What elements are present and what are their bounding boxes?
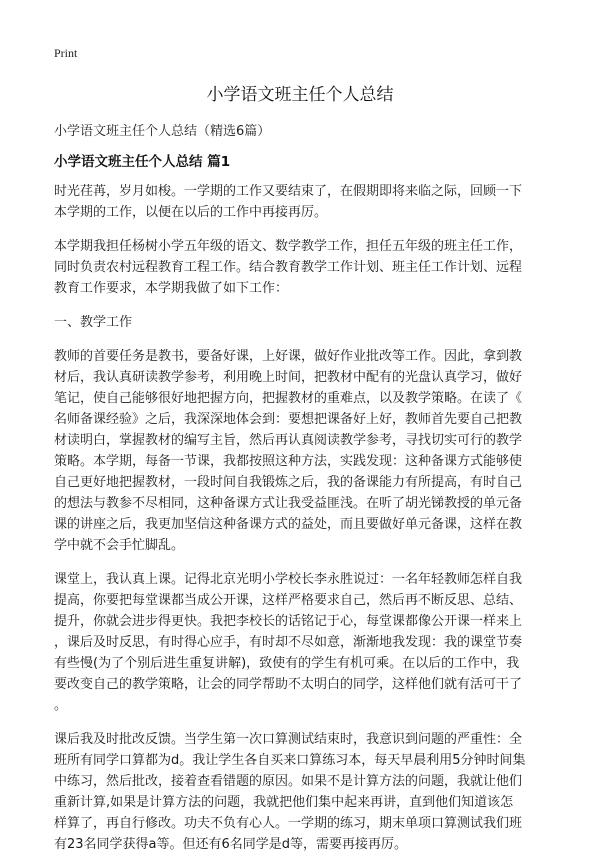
paragraph-line: 样算了，再自行修改。功夫不负有心人。一学期的练习，期末单项口算测试我们班 — [54, 816, 523, 831]
paragraph-line: 材读明白，掌握教材的编写主旨，然后再认真阅读教学参考，寻找切实可行的教学 — [54, 433, 523, 448]
paragraph-line: 名师备课经验》之后，我深深地体会到：要想把课备好上好，教师首先要自己把教 — [54, 412, 523, 427]
print-link[interactable]: Print — [54, 46, 78, 60]
paragraph — [54, 312, 550, 333]
paragraph — [54, 181, 550, 223]
paragraph-line: 提升，你就会进步得更快。我把李校长的话铭记于心，每堂课都像公开课一样来上 — [54, 614, 523, 629]
paragraph-line: ，课后及时反思，有时得心应手，有时却不尽如意，渐渐地我发现：我的课堂节奏 — [54, 635, 523, 650]
paragraph-line: 材后，我认真研读教学参考，利用晚上时间，把教材中配有的光盘认真学习，做好 — [54, 370, 523, 385]
paragraph-line: 课的讲座之后，我更加坚信这种备课方式的益处，而且要做好单元备课，这样在教 — [54, 517, 523, 532]
paragraph-line: 中练习，然后批改，接着查看错题的原因。如果不是计算方法的问题，我就让他们 — [54, 774, 523, 789]
paragraph-line: 提高，你要把每堂课都当成公开课，这样严格要求自己，然后再不断反思、总结、 — [54, 593, 523, 608]
paragraph-line: 要改变自己的教学策略，让会的同学帮助不太明白的同学，这样他们就有活可干了 — [54, 677, 523, 692]
paragraph-line: 课后我及时批改反馈。当学生第一次口算测试结束时，我意识到问题的严重性：全 — [54, 732, 523, 747]
document-title: 小学语文班主任个人总结 — [206, 85, 394, 105]
paragraph-line: 课堂上，我认真上课。记得北京光明小学校长李永胜说过：一名年轻教师怎样自我 — [54, 572, 523, 587]
paragraph-line: 教师的首要任务是教书，要备好课，上好课，做好作业批改等工作。因此，拿到教 — [54, 349, 523, 364]
paragraph-line: 有23名同学获得a等。但还有6名同学是d等，需要再接再厉。 — [54, 837, 408, 852]
paragraph — [54, 236, 550, 299]
paragraph-line: 时光荏苒，岁月如梭。一学期的工作又要结束了，在假期即将来临之际，回顾一下 — [54, 184, 523, 199]
paragraph-line: 学中就不会手忙脚乱。 — [54, 538, 185, 553]
document-body — [54, 181, 550, 868]
paragraph — [54, 569, 550, 716]
paragraph-line: 。 — [54, 698, 68, 713]
paragraph-line: 自己更好地把握教材，一段时间自我锻炼之后，我的备课能力有所提高，有时自己 — [54, 475, 523, 490]
paragraph-line: 有些慢(为了个别后进生重复讲解)，致使有的学生有机可乘。在以后的工作中，我 — [54, 656, 520, 671]
document-subtitle: 小学语文班主任个人总结（精选6篇） — [54, 124, 271, 139]
paragraph-line: 本学期我担任杨树小学五年级的语文、数学教学工作，担任五年级的班主任工作， — [54, 239, 523, 254]
paragraph — [54, 346, 550, 556]
paragraph-line: 策略。本学期，每备一节课，我都按照这种方法，实践发现：这种备课方式能够使 — [54, 454, 523, 469]
paragraph — [54, 729, 550, 855]
paragraph-line: 笔记，使自己能够很好地把握方向，把握教材的重难点，以及教学策略。在读了《 — [54, 391, 523, 406]
paragraph-line: 的想法与教参不尽相同，这种备课方式让我受益匪浅。在听了胡光锑教授的单元备 — [54, 496, 523, 511]
paragraph-line: 本学期的工作，以便在以后的工作中再接再厉。 — [54, 205, 328, 220]
paragraph-line: 一、教学工作 — [54, 315, 133, 330]
paragraph-line: 教育工作要求，本学期我做了如下工作： — [54, 281, 289, 296]
section-heading: 小学语文班主任个人总结 篇1 — [54, 154, 231, 170]
paragraph-line: 重新计算,如果是计算方法的问题，我就把他们集中起来再讲，直到他们知道该怎 — [54, 795, 514, 810]
paragraph-line: 同时负责农村远程教育工程工作。结合教育教学工作计划、班主任工作计划、远程 — [54, 260, 523, 275]
paragraph-line: 班所有同学口算都为d。我让学生各自买来口算练习本，每天早晨利用5分钟时间集 — [54, 753, 526, 768]
